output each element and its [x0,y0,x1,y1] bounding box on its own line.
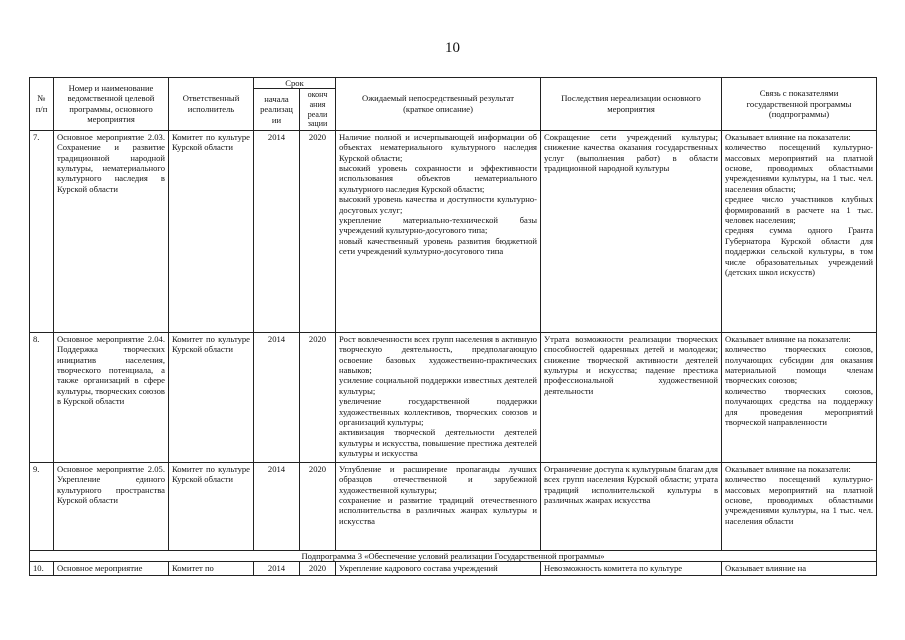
row-consequences: Сокращение сети учреждений культуры; снижение качества оказания государственных услуг (выполнения работ) в области традиционной народной культуры [541,130,722,332]
row-name: Основное мероприятие 2.04. Поддержка творческих инициатив населения, творческого потенциала, а также организаций в сфере культуры, творческих союзов в Курской области [54,332,169,462]
link-item: количество творческих союзов, получающих средства на поддержку для проведения мероприятий творческой направленности [725,385,874,428]
row-end: 2020 [300,130,336,332]
row-end: 2020 [300,462,336,550]
header-term: Срок [254,78,336,89]
row-num: 10. [30,562,54,575]
row-link: Оказывает влияние на [722,562,877,575]
row-executor: Комитет по культуре Курской области [169,332,254,462]
header-num: № п/п [30,78,54,131]
row-executor: Комитет по [169,562,254,575]
link-item: среднее число участников клубных формирований в расчете на 1 тыс. человек населения; [725,194,874,226]
result-item: новый качественный уровень развития бюджетной сети учреждений культурно-досугового типа [339,235,538,257]
link-item: Оказывает влияние на показатели: [725,131,851,142]
result-item: увеличение государственной поддержки художественных коллективов, творческих союзов и организаций культуры; [339,396,538,428]
row-link [722,130,877,332]
row-executor: Комитет по культуре Курской области [169,130,254,332]
row-consequences: Ограничение доступа к культурным благам для всех групп населения Курской области; утрата традиций исполнительской культуры в различных жанрах искусства [541,462,722,550]
result-item: Наличие полной и исчерпывающей информации об объектах нематериального культурного наследия Курской области; [339,131,538,163]
result-item: высокий уровень качества и доступности культурно-досуговых услуг; [339,194,538,215]
header-name: Номер и наименование ведомственной целевой программы, основного мероприятия [54,78,169,131]
table-row [30,562,877,575]
header-result: Ожидаемый непосредственный результат (краткое описание) [336,78,541,131]
row-start: 2014 [254,462,300,550]
row-executor: Комитет по культуре Курской области [169,462,254,550]
result-item: высокий уровень сохранности и эффективности использования объектов нематериального культурного наследия Курской области; [339,163,538,194]
row-start: 2014 [254,562,300,575]
row-end: 2020 [300,562,336,575]
row-link [722,462,877,550]
page-number: 10 [445,40,460,56]
row-name: Основное мероприятие 2.05. Укрепление единого культурного пространства Курской области [54,462,169,550]
row-link [722,332,877,462]
row-result [336,332,541,462]
subprogram-title: Подпрограмма 3 «Обеспечение условий реализации Государственной программы» [30,550,877,561]
row-start: 2014 [254,130,300,332]
link-item: Оказывает влияние на показатели: [725,463,851,474]
row-num: 8. [30,332,54,462]
row-num: 7. [30,130,54,332]
link-item: количество посещений культурно-массовых мероприятий на платной основе, проводимых областными учреждениями культуры, на 1 тыс. чел. населения области [725,474,874,526]
row-num: 9. [30,462,54,550]
row-result [336,130,541,332]
link-item: количество посещений культурно-массовых мероприятий на платной основе, проводимых областными учреждениями культуры, на 1 тыс. чел. населения области; [725,142,874,194]
table-row [30,130,877,332]
header-end: оконч ания реали зации [300,89,336,130]
subprogram-row [30,550,877,561]
row-consequences: Невозможность комитета по культуре [541,562,722,575]
table-row [30,462,877,550]
header-start: начала реализац ии [254,89,300,130]
result-item: Углубление и расширение пропаганды лучших образцов отечественной и зарубежной художественной культуры; [339,463,538,495]
result-item: укрепление материально-технической базы учреждений культурно-досугового типа; [339,215,538,236]
row-name: Основное мероприятие 2.03. Сохранение и развитие традиционной народной культуры, нематериального культурного наследия в Курской области [54,130,169,332]
result-item: активизация творческой деятельности деятелей культуры и искусства, повышение престижа деятелей культуры и искусства [339,427,538,459]
result-item: сохранение и развитие традиций отечественного исполнительства в различных жанрах культуры и искусства [339,495,538,526]
row-result [336,462,541,550]
program-table [29,77,877,576]
table-row [30,332,877,462]
row-name: Основное мероприятие [54,562,169,575]
result-item: Рост вовлеченности всех групп населения в активную творческую деятельность, предполагающую освоение базовых художественно-практических навыков; [339,333,538,375]
row-start: 2014 [254,332,300,462]
link-item: Оказывает влияние на показатели: [725,333,851,344]
link-item: средняя сумма одного Гранта Губернатора Курской области для поддержки сельской культуры, в том числе образовательных учреждений (детских школ искусств) [725,225,874,278]
row-consequences: Утрата возможности реализации творческих способностей одаренных детей и молодежи; снижение творческой активности деятелей культуры и искусства; падение престижа профессиональной художественной деятельности [541,332,722,462]
row-end: 2020 [300,332,336,462]
header-link: Связь с показателями государственной программы (подпрограммы) [722,78,877,131]
link-item: количество творческих союзов, получающих субсидии для оказания материальной помощи членам творческих союзов; [725,344,874,386]
header-consequences: Последствия нереализации основного мероприятия [541,78,722,131]
result-item: усиление социальной поддержки известных деятелей культуры; [339,375,538,396]
header-executor: Ответственный исполнитель [169,78,254,131]
row-result: Укрепление кадрового состава учреждений [336,562,541,575]
header-row [30,78,877,89]
